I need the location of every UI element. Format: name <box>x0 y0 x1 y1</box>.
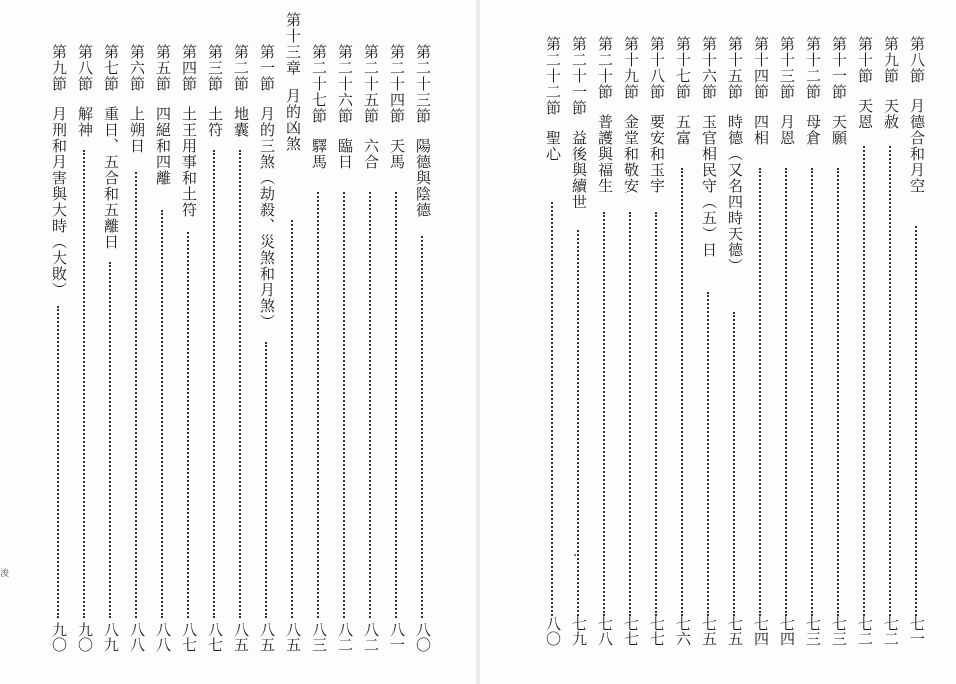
entry-title: 天願 <box>830 114 848 146</box>
print-speck <box>574 554 576 556</box>
page-number: 八二 <box>362 622 380 652</box>
leader-dots <box>83 150 87 618</box>
toc-entry <box>334 44 356 170</box>
entry-title: 地囊 <box>232 106 250 138</box>
section-number: 第十節 <box>856 36 874 84</box>
page-number: 九〇 <box>50 622 68 652</box>
leader-dots <box>837 168 841 616</box>
page-number: 七四 <box>752 616 770 646</box>
section-number: 第十七節 <box>674 36 692 100</box>
leader-dots <box>551 202 555 616</box>
leader-dots <box>603 212 607 616</box>
page-number: 七五 <box>726 616 744 646</box>
entry-title: 土王用事和土符 <box>180 106 198 218</box>
toc-entry <box>152 44 174 186</box>
section-number: 第二十七節 <box>310 44 328 124</box>
leader-dots <box>655 212 659 616</box>
page-number: 八七 <box>206 622 224 652</box>
leader-dots <box>109 262 113 618</box>
toc-entry <box>74 44 96 138</box>
section-number: 第十二節 <box>804 36 822 100</box>
page-number: 七三 <box>830 616 848 646</box>
toc-entry <box>178 44 200 218</box>
page-number: 八一 <box>388 622 406 652</box>
leader-dots <box>291 220 295 618</box>
entry-title: 母倉 <box>804 114 822 146</box>
section-number: 第十九節 <box>622 36 640 100</box>
leader-dots <box>161 210 165 618</box>
section-number: 第十五節 <box>726 36 744 100</box>
leader-dots <box>187 232 191 618</box>
toc-entry <box>880 36 902 130</box>
page-number: 七六 <box>674 616 692 646</box>
page-number: 八五 <box>284 622 302 652</box>
entry-title: 月的三煞（劫殺、災煞和月煞） <box>258 106 276 330</box>
page-number: 八七 <box>180 622 198 652</box>
toc-entry <box>698 36 720 258</box>
section-number: 第五節 <box>154 44 172 92</box>
page-number: 八五 <box>232 622 250 652</box>
entry-title: 上朔日 <box>128 106 146 154</box>
entry-title: 聖心 <box>544 130 562 162</box>
page-number: 七五 <box>700 616 718 646</box>
chapter-heading <box>282 12 304 152</box>
section-number: 第二十二節 <box>544 36 562 116</box>
leader-dots <box>265 342 269 618</box>
toc-entry <box>386 44 408 170</box>
toc-entry <box>828 36 850 146</box>
right-page <box>478 0 956 684</box>
entry-title: 要安和玉宇 <box>648 114 666 194</box>
toc-entry <box>906 36 928 194</box>
toc-entry <box>308 44 330 170</box>
toc-entry <box>750 36 772 146</box>
page-number: 八〇 <box>414 622 432 652</box>
leader-dots <box>135 172 139 618</box>
entry-title: 天恩 <box>856 98 874 130</box>
entry-title: 天赦 <box>882 98 900 130</box>
section-number: 第二十三節 <box>414 44 432 124</box>
section-number: 第九節 <box>50 44 68 92</box>
entry-title: 臨日 <box>336 138 354 170</box>
leader-dots <box>681 168 685 616</box>
chapter-number: 第十三章 <box>284 12 302 76</box>
page-number: 八八 <box>154 622 172 652</box>
entry-title: 土符 <box>206 106 224 138</box>
leader-dots <box>733 312 737 616</box>
leader-dots <box>369 192 373 618</box>
leader-dots <box>213 150 217 618</box>
toc-entry <box>412 44 434 218</box>
section-number: 第二十五節 <box>362 44 380 124</box>
entry-title: 金堂和敬安 <box>622 114 640 194</box>
page-number: 七七 <box>622 616 640 646</box>
toc-entry <box>542 36 564 162</box>
chapter-title: 月的凶煞 <box>284 88 302 152</box>
section-number: 第三節 <box>206 44 224 92</box>
leader-dots <box>889 146 893 616</box>
toc-entry <box>724 36 746 274</box>
entry-title: 普護與福生 <box>596 114 614 194</box>
section-number: 第二十六節 <box>336 44 354 124</box>
page-number: 九〇 <box>76 622 94 652</box>
entry-title: 解神 <box>76 106 94 138</box>
page-number: 八二 <box>336 622 354 652</box>
entry-title: 六合 <box>362 138 380 170</box>
section-number: 第二十四節 <box>388 44 406 124</box>
toc-entry <box>230 44 252 138</box>
entry-title: 四相 <box>752 114 770 146</box>
leader-dots <box>239 150 243 618</box>
leader-dots <box>707 292 711 616</box>
toc-entry <box>48 44 70 298</box>
section-number: 第十四節 <box>752 36 770 100</box>
leader-dots <box>629 212 633 616</box>
leader-dots <box>577 230 581 616</box>
leader-dots <box>811 168 815 616</box>
toc-entry <box>620 36 642 194</box>
page-number: 七三 <box>804 616 822 646</box>
entry-title: 月恩 <box>778 114 796 146</box>
section-number: 第二十一節 <box>570 36 588 116</box>
section-number: 第七節 <box>102 44 120 92</box>
section-number: 第二節 <box>232 44 250 92</box>
leader-dots <box>395 192 399 618</box>
section-number: 第十三節 <box>778 36 796 100</box>
leader-dots <box>863 146 867 616</box>
leader-dots <box>785 168 789 616</box>
page-number: 八三 <box>310 622 328 652</box>
page-number: 七四 <box>778 616 796 646</box>
section-number: 第十一節 <box>830 36 848 100</box>
page-number: 八五 <box>258 622 276 652</box>
toc-entry <box>776 36 798 146</box>
page-number: 八九 <box>102 622 120 652</box>
entry-title: 月德合和月空 <box>908 98 926 194</box>
toc-entry <box>802 36 824 146</box>
toc-entry <box>568 36 590 210</box>
toc-entry <box>594 36 616 194</box>
leader-dots <box>759 168 763 616</box>
entry-title: 陽德與陰德 <box>414 138 432 218</box>
toc-entry <box>126 44 148 154</box>
section-number: 第九節 <box>882 36 900 84</box>
entry-title: 月刑和月害與大時（大敗） <box>50 106 68 298</box>
section-number: 第四節 <box>180 44 198 92</box>
section-number: 第六節 <box>128 44 146 92</box>
section-number: 第十六節 <box>700 36 718 100</box>
toc-entry <box>646 36 668 194</box>
toc-entry <box>854 36 876 130</box>
leader-dots <box>57 306 61 618</box>
leader-dots <box>317 192 321 618</box>
toc-entry <box>360 44 382 170</box>
entry-title: 時德（又名四時天德） <box>726 114 744 274</box>
section-number: 第十八節 <box>648 36 666 100</box>
section-number: 第一節 <box>258 44 276 92</box>
page-number: 七二 <box>856 616 874 646</box>
page-number: 七九 <box>570 616 588 646</box>
page-number: 八〇 <box>544 616 562 646</box>
entry-title: 益後與續世 <box>570 130 588 210</box>
section-number: 第八節 <box>76 44 94 92</box>
leader-dots <box>343 192 347 618</box>
section-number: 第八節 <box>908 36 926 84</box>
entry-title: 天馬 <box>388 138 406 170</box>
page-number: 七八 <box>596 616 614 646</box>
page-number: 八八 <box>128 622 146 652</box>
entry-title: 驛馬 <box>310 138 328 170</box>
toc-entry <box>256 44 278 330</box>
entry-title: 五富 <box>674 114 692 146</box>
entry-title: 玉官相民守（五）日 <box>700 114 718 258</box>
leader-dots <box>421 236 425 618</box>
page-number: 七一 <box>908 616 926 646</box>
leader-dots <box>915 226 919 616</box>
toc-entry <box>672 36 694 146</box>
entry-title: 重日、五合和五離日 <box>102 106 120 250</box>
page-number: 七二 <box>882 616 900 646</box>
page-number: 七七 <box>648 616 666 646</box>
entry-title: 四絕和四離 <box>154 106 172 186</box>
toc-entry <box>100 44 122 250</box>
margin-mark: 浚 <box>0 569 10 579</box>
toc-entry <box>204 44 226 138</box>
section-number: 第二十節 <box>596 36 614 100</box>
